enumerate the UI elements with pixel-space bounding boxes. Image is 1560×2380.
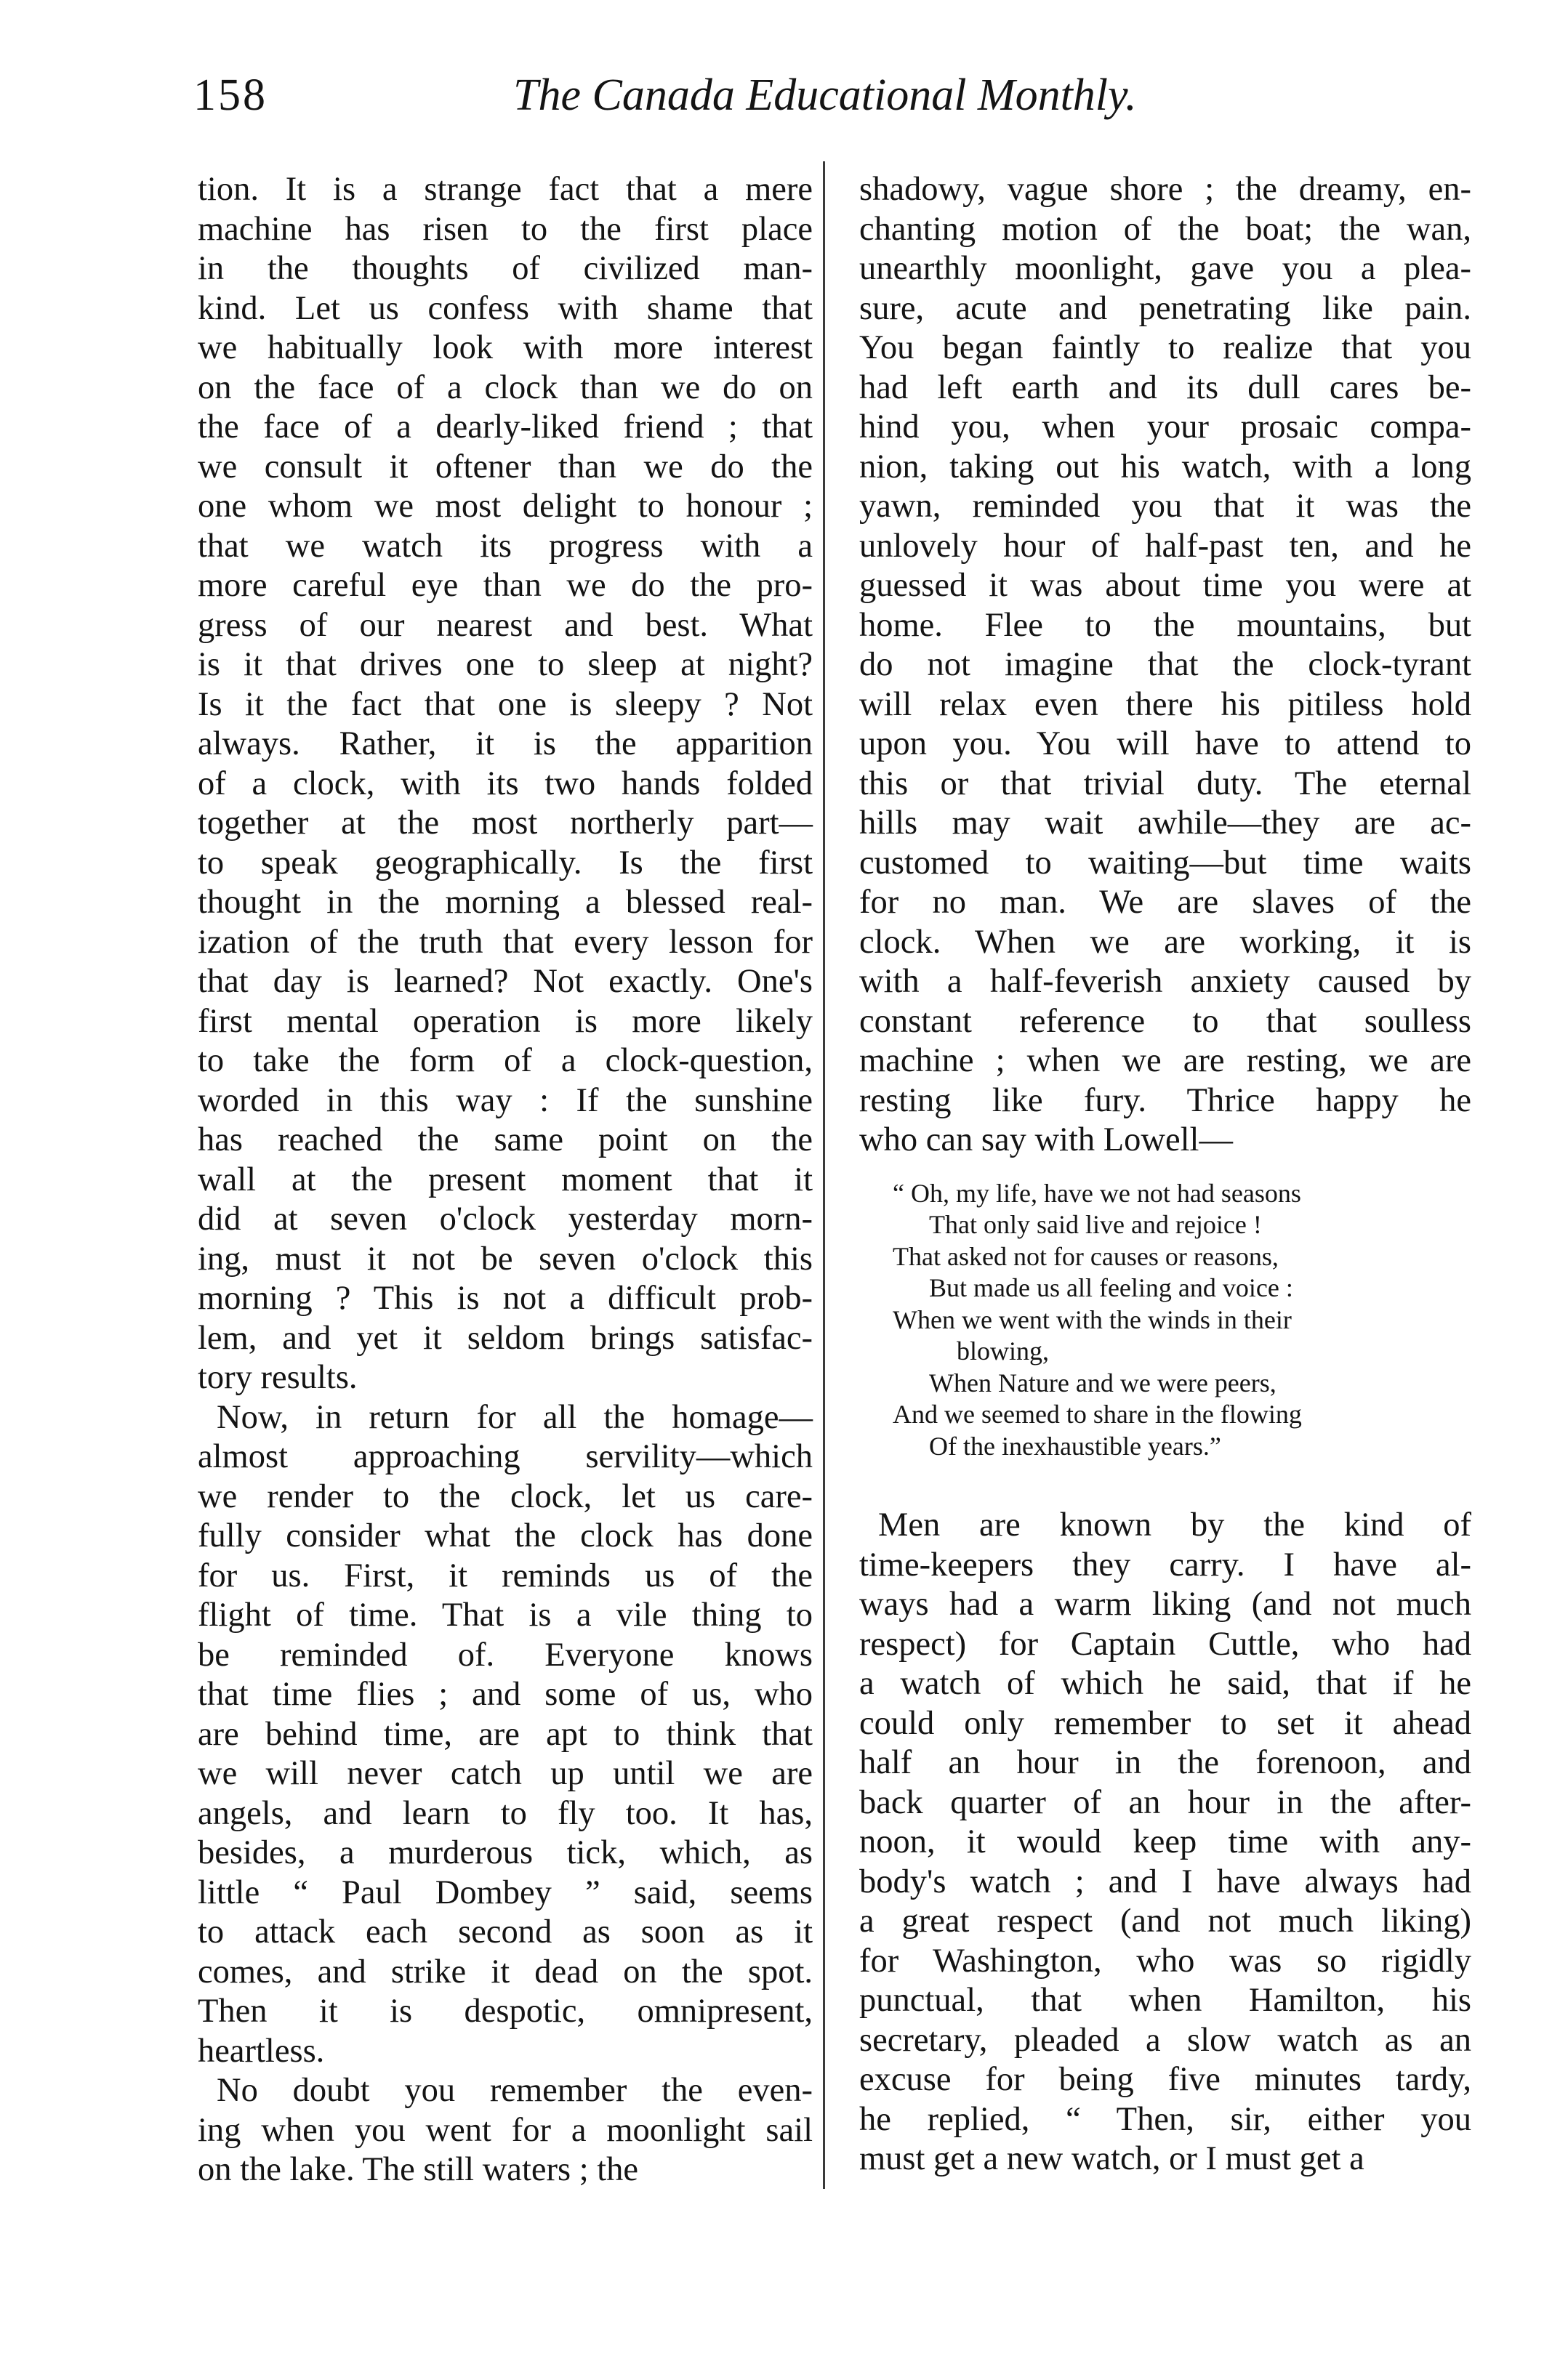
right-column bbox=[859, 170, 1471, 2179]
text-line: punctual, that when Hamilton, his bbox=[859, 1982, 1471, 2019]
text-line: a great respect (and not much liking) bbox=[859, 1903, 1471, 1940]
text-line: comes, and strike it dead on the spot. bbox=[198, 1953, 813, 1990]
text-line: secretary, pleaded a slow watch as an bbox=[859, 2021, 1471, 2059]
text-line: yawn, reminded you that it was the bbox=[859, 488, 1471, 525]
text-line: that day is learned? Not exactly. One's bbox=[198, 963, 813, 1000]
text-line: be reminded of. Everyone knows bbox=[198, 1636, 813, 1674]
text-line: No doubt you remember the even- bbox=[217, 2072, 813, 2109]
running-title: The Canada Educational Monthly. bbox=[513, 70, 1137, 120]
text-line: do not imagine that the clock-tyrant bbox=[859, 646, 1471, 683]
text-line: heartless. bbox=[198, 2032, 325, 2070]
text-line: home. Flee to the mountains, but bbox=[859, 606, 1471, 644]
text-line: he replied, “ Then, sir, either you bbox=[859, 2100, 1471, 2138]
paragraph-clock-tyrant bbox=[859, 170, 1471, 1161]
text-line: on the face of a clock than we do on bbox=[198, 368, 813, 406]
text-line: we will never catch up until we are bbox=[198, 1755, 813, 1792]
text-line: time-keepers they carry. I have al- bbox=[859, 1546, 1471, 1584]
text-line: must get a new watch, or I must get a bbox=[859, 2140, 1364, 2177]
text-line: is it that drives one to sleep at night? bbox=[198, 646, 813, 683]
text-line: morning ? This is not a difficult prob- bbox=[198, 1280, 813, 1317]
text-line: machine ; when we are resting, we are bbox=[859, 1042, 1471, 1079]
text-line: hills may wait awhile—they are ac- bbox=[859, 804, 1471, 842]
text-line: who can say with Lowell— bbox=[859, 1121, 1233, 1158]
poem-line: “ Oh, my life, have we not had seasons bbox=[893, 1178, 1301, 1208]
text-line: in the thoughts of civilized man- bbox=[198, 250, 813, 287]
text-line: that we watch its progress with a bbox=[198, 527, 813, 565]
text-line: we render to the clock, let us care- bbox=[198, 1477, 813, 1515]
text-line: half an hour in the forenoon, and bbox=[859, 1744, 1471, 1781]
text-line: angels, and learn to fly too. It has, bbox=[198, 1794, 813, 1832]
text-line: You began faintly to realize that you bbox=[859, 329, 1471, 366]
text-line: will relax even there his pitiless hold bbox=[859, 685, 1471, 723]
text-line: back quarter of an hour in the after- bbox=[859, 1783, 1471, 1821]
text-line: ways had a warm liking (and not much bbox=[859, 1586, 1471, 1623]
text-line: could only remember to set it ahead bbox=[859, 1704, 1471, 1742]
text-line: besides, a murderous tick, which, as bbox=[198, 1834, 813, 1871]
poem-line: That asked not for causes or reasons, bbox=[893, 1241, 1279, 1271]
text-line: wall at the present moment that it bbox=[198, 1161, 813, 1198]
text-line: for Washington, who was so rigidly bbox=[859, 1942, 1471, 1980]
paragraph-homage bbox=[198, 1398, 813, 2072]
text-line: little “ Paul Dombey ” said, seems bbox=[198, 1873, 813, 1911]
text-line: this or that trivial duty. The eternal bbox=[859, 765, 1471, 802]
text-line: ization of the truth that every lesson for bbox=[198, 923, 813, 961]
text-line: fully consider what the clock has done bbox=[198, 1517, 813, 1554]
text-line: unlovely hour of half-past ten, and he bbox=[859, 527, 1471, 565]
text-line: of a clock, with its two hands folded bbox=[198, 765, 813, 802]
text-line: for no man. We are slaves of the bbox=[859, 884, 1471, 921]
page-header bbox=[193, 70, 1356, 128]
text-line: kind. Let us confess with shame that bbox=[198, 289, 813, 327]
text-line: first mental operation is more likely bbox=[198, 1002, 813, 1040]
text-line: excuse for being five minutes tardy, bbox=[859, 2061, 1471, 2098]
text-line: to speak geographically. Is the first bbox=[198, 844, 813, 882]
text-line: Men are known by the kind of bbox=[878, 1506, 1471, 1544]
text-line: Now, in return for all the homage— bbox=[217, 1398, 813, 1436]
text-line: nion, taking out his watch, with a long bbox=[859, 448, 1471, 485]
left-column bbox=[198, 170, 813, 2190]
text-line: body's watch ; and I have always had bbox=[859, 1863, 1471, 1900]
text-line: together at the most northerly part— bbox=[198, 804, 813, 842]
text-line: unearthly moonlight, gave you a plea- bbox=[859, 250, 1471, 287]
text-line: to take the form of a clock-question, bbox=[198, 1042, 813, 1079]
text-line: Is it the fact that one is sleepy ? Not bbox=[198, 685, 813, 723]
poem-line: When Nature and we were peers, bbox=[929, 1368, 1276, 1397]
text-line: noon, it would keep time with any- bbox=[859, 1823, 1471, 1860]
text-line: worded in this way : If the sunshine bbox=[198, 1081, 813, 1119]
text-line: the face of a dearly-liked friend ; that bbox=[198, 408, 813, 445]
text-line: are behind time, are apt to think that bbox=[198, 1715, 813, 1753]
text-line: a watch of which he said, that if he bbox=[859, 1665, 1471, 1702]
text-line: respect) for Captain Cuttle, who had bbox=[859, 1625, 1471, 1663]
poem-line: And we seemed to share in the flowing bbox=[893, 1400, 1302, 1429]
text-line: chanting motion of the boat; the wan, bbox=[859, 210, 1471, 248]
paragraph-clock-thoughts bbox=[198, 170, 813, 1398]
text-line: machine has risen to the first place bbox=[198, 210, 813, 248]
text-line: constant reference to that soulless bbox=[859, 1002, 1471, 1040]
text-line: resting like fury. Thrice happy he bbox=[859, 1081, 1471, 1119]
paragraph-moonlight-sail bbox=[198, 2071, 813, 2190]
text-line: tion. It is a strange fact that a mere bbox=[198, 171, 813, 208]
poem-line: But made us all feeling and voice : bbox=[929, 1273, 1293, 1302]
poem-line: That only said live and rejoice ! bbox=[929, 1210, 1262, 1239]
text-line: lem, and yet it seldom brings satisfac- bbox=[198, 1319, 813, 1357]
lowell-poem bbox=[893, 1178, 1471, 1463]
text-line: almost approaching servility—which bbox=[198, 1438, 813, 1475]
text-line: for us. First, it reminds us of the bbox=[198, 1557, 813, 1594]
text-line: upon you. You will have to attend to bbox=[859, 725, 1471, 762]
text-line: more careful eye than we do the pro- bbox=[198, 567, 813, 604]
text-line: shadowy, vague shore ; the dreamy, en- bbox=[859, 171, 1471, 208]
poem-line: blowing, bbox=[957, 1336, 1050, 1366]
text-line: on the lake. The still waters ; the bbox=[198, 2151, 639, 2188]
text-line: guessed it was about time you were at bbox=[859, 567, 1471, 604]
text-line: thought in the morning a blessed real- bbox=[198, 884, 813, 921]
text-line: always. Rather, it is the apparition bbox=[198, 725, 813, 762]
text-line: hind you, when your prosaic compa- bbox=[859, 408, 1471, 445]
poem-line: When we went with the winds in their bbox=[893, 1304, 1292, 1334]
text-line: ing when you went for a moonlight sail bbox=[198, 2111, 813, 2149]
text-line: tory results. bbox=[198, 1359, 358, 1396]
poem-line: Of the inexhaustible years.” bbox=[929, 1431, 1221, 1461]
text-line: sure, acute and penetrating like pain. bbox=[859, 289, 1471, 327]
text-line: ing, must it not be seven o'clock this bbox=[198, 1240, 813, 1278]
paragraph-time-keepers bbox=[859, 1506, 1471, 2179]
text-line: Then it is despotic, omnipresent, bbox=[198, 1993, 813, 2030]
text-line: did at seven o'clock yesterday morn- bbox=[198, 1201, 813, 1238]
text-line: to attack each second as soon as it bbox=[198, 1913, 813, 1951]
text-line: we habitually look with more interest bbox=[198, 329, 813, 366]
page-number: 158 bbox=[193, 70, 268, 120]
text-line: that time flies ; and some of us, who bbox=[198, 1676, 813, 1713]
text-line: clock. When we are working, it is bbox=[859, 923, 1471, 961]
text-line: customed to waiting—but time waits bbox=[859, 844, 1471, 882]
text-line: one whom we most delight to honour ; bbox=[198, 488, 813, 525]
text-line: has reached the same point on the bbox=[198, 1121, 813, 1158]
text-line: flight of time. That is a vile thing to bbox=[198, 1597, 813, 1634]
text-line: gress of our nearest and best. What bbox=[198, 606, 813, 644]
column-divider bbox=[823, 161, 825, 2189]
text-line: with a half-feverish anxiety caused by bbox=[859, 963, 1471, 1000]
text-line: we consult it oftener than we do the bbox=[198, 448, 813, 485]
text-line: had left earth and its dull cares be- bbox=[859, 368, 1471, 406]
